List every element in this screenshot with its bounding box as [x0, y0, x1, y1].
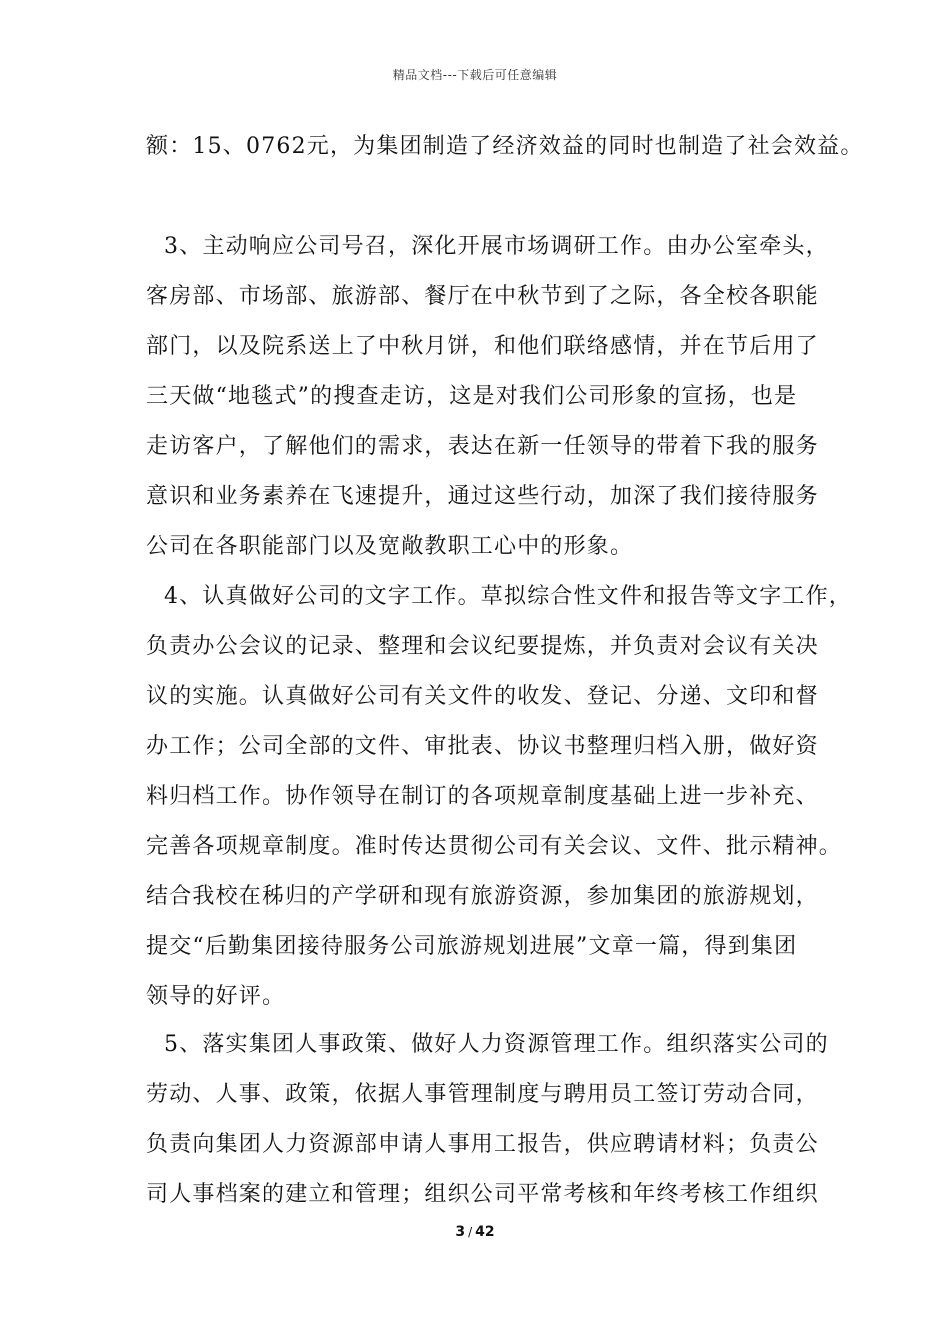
page-header: 精品文档---下载后可任意编辑: [392, 68, 558, 82]
text-line: 办工作；公司全部的文件、审批表、协议书整理归档入册，做好资: [146, 734, 819, 759]
text-line: 3、主动响应公司号召，深化开展市场调研工作。由办公室牵头，: [164, 234, 829, 259]
text-line: 客房部、市场部、旅游部、餐厅在中秋节到了之际，各全校各职能: [146, 284, 819, 309]
text-line: 三天做“地毯式”的搜查走访，这是对我们公司形象的宣扬，也是: [146, 384, 798, 409]
text-line: 额：15、0762元，为集团制造了经济效益的同时也制造了社会效益。: [146, 134, 864, 159]
current-page: 3: [455, 1224, 466, 1240]
text-line: 结合我校在秭归的产学研和现有旅游资源，参加集团的旅游规划，: [146, 884, 819, 909]
paragraph-item-5: [146, 1020, 829, 1220]
text-line: 负责向集团人力资源部申请人事用工报告，供应聘请材料；负责公: [146, 1132, 819, 1157]
text-line: 司人事档案的建立和管理；组织公司平常考核和年终考核工作组织: [146, 1182, 819, 1207]
text-line: 领导的好评。: [146, 984, 286, 1009]
text-line: 走访客户，了解他们的需求，表达在新一任领导的带着下我的服务: [146, 434, 819, 459]
text-line: 劳动、人事、政策，依据人事管理制度与聘用员工签订劳动合同，: [146, 1082, 819, 1107]
paragraph-item-3: [146, 222, 829, 572]
text-line: 4、认真做好公司的文字工作。草拟综合性文件和报告等文字工作，: [164, 584, 852, 609]
text-line: 公司在各职能部门以及宽敞教职工心中的形象。: [146, 534, 634, 559]
text-line: 负责办公会议的记录、整理和会议纪要提炼，并负责对会议有关决: [146, 634, 819, 659]
page-separator: /: [468, 1225, 473, 1239]
text-line: 部门，以及院系送上了中秋月饼，和他们联络感情，并在节后用了: [146, 334, 819, 359]
total-pages: 42: [475, 1224, 495, 1240]
text-line: 完善各项规章制度。准时传达贯彻公司有关会议、文件、批示精神。: [146, 834, 843, 859]
page-number: [0, 1224, 950, 1240]
text-line: 提交“后勤集团接待服务公司旅游规划进展”文章一篇，得到集团: [146, 934, 798, 959]
text-line: 议的实施。认真做好公司有关文件的收发、登记、分递、文印和督: [146, 684, 819, 709]
text-line: 5、落实集团人事政策、做好人力资源管理工作。组织落实公司的: [164, 1032, 829, 1057]
text-line: 意识和业务素养在飞速提升，通过这些行动，加深了我们接待服务: [146, 484, 819, 509]
text-line: 料归档工作。协作领导在制订的各项规章制度基础上进一步补充、: [146, 784, 819, 809]
paragraph-continuation: [146, 122, 864, 172]
paragraph-item-4: [146, 572, 852, 1022]
